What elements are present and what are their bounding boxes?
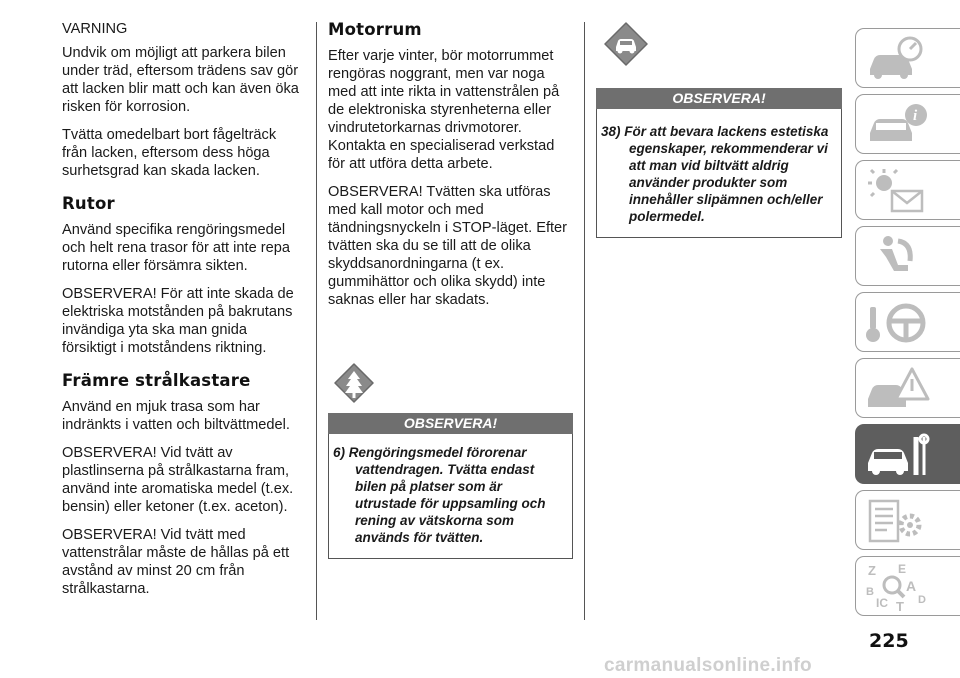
warning-paragraph-trees: Undvik om möjligt att parkera bilen under träd, eftersom trädens sav gör att lacken blir matt och kan även öka risken för korrosion.	[62, 45, 299, 115]
paragraph-motorrum: Efter varje vinter, bör motorrummet rengöras noggrant, men var noga med att inte rikta in vattenstrålen på de elektroniska styrenheterna eller vindrutetorkarnas drivmotorer. Kontakta en specialiserad verkstad för att utföra detta arbete.	[328, 48, 560, 172]
column-divider-1	[316, 22, 317, 620]
column-divider-2	[584, 22, 585, 620]
paragraph-motorrum-note: OBSERVERA! Tvätten ska utföras med kall motor och med tändningsnyckeln i STOP-läget. Efter tvätten ska du se till att de olika skyddsanordningarna (t ex. gummihättor och olika skydd) inte saknas eller har skadats.	[328, 184, 568, 308]
note-text-38: För att bevara lackens estetiska egenskaper, rekommenderar vi att man vid biltvätt aldrig använder produkter som innehåller slipämnen och/eller polermedel.	[624, 124, 829, 224]
svg-text:D: D	[918, 594, 926, 606]
observera-note-right	[596, 109, 842, 238]
car-info-icon	[862, 99, 932, 151]
column-right	[596, 20, 842, 238]
airbag-seat-icon	[862, 231, 932, 283]
tab-start-drive[interactable]	[855, 292, 960, 352]
heading-stralkastare: Främre strålkastare	[62, 371, 251, 390]
paragraph-stralkastare: Använd en mjuk trasa som har indränkts i vatten och biltvättmedel.	[62, 399, 290, 433]
key-steering-wheel-icon	[862, 297, 932, 349]
observera-bar-right: OBSERVERA!	[596, 88, 842, 109]
tab-index[interactable]	[855, 556, 960, 616]
tab-lights[interactable]	[855, 160, 960, 220]
lights-envelope-icon	[862, 165, 932, 217]
heading-motorrum: Motorrum	[328, 20, 422, 39]
note-text-6: Rengöringsmedel förorenar vattendragen. Tvätta endast bilen på platser som är utrustade för uppsamling och rening av vätskorna som används för tvätten.	[348, 445, 546, 545]
svg-text:IC: IC	[876, 596, 888, 610]
paragraph-rutor-note: OBSERVERA! För att inte skada de elektriska motstånden på bakrutans invändiga yta ska man gnida försiktigt i motståndens riktning.	[62, 286, 294, 356]
watermark: carmanualsonline.info	[604, 655, 812, 676]
svg-text:Z: Z	[868, 563, 876, 578]
tab-maintenance[interactable]	[855, 424, 960, 484]
warning-paragraph-birds: Tvätta omedelbart bort fågelträck från lacken, eftersom dess höga surhetsgrad kan skada lacken.	[62, 127, 277, 179]
column-left	[62, 20, 302, 608]
column-middle	[328, 20, 573, 559]
paragraph-stralkastare-note1: OBSERVERA! Vid tvätt av plastlinserna på strålkastarna fram, använd inte aromatiska medel (t.ex. bensin) eller ketoner (t.ex. aceton).	[62, 445, 294, 515]
svg-text:E: E	[898, 562, 907, 576]
paragraph-stralkastare-note2: OBSERVERA! Vid tvätt med vattenstrålar måste de hållas på ett avstånd av minst 20 cm från strålkastarna.	[62, 527, 290, 597]
svg-text:B: B	[866, 586, 874, 598]
observera-note-middle	[328, 434, 573, 559]
page-number: 225	[869, 630, 909, 652]
tab-safety[interactable]	[855, 226, 960, 286]
note-number-38: 38)	[601, 124, 621, 139]
tab-technical-data[interactable]	[855, 490, 960, 550]
svg-text:i: i	[913, 108, 918, 124]
car-skid-warning-icon	[602, 20, 650, 68]
warning-label: VARNING	[62, 21, 128, 37]
svg-text:A: A	[906, 578, 917, 594]
heading-rutor: Rutor	[62, 194, 115, 213]
alphabet-index-icon	[862, 561, 932, 613]
tab-info[interactable]	[855, 94, 960, 154]
observera-bar-middle: OBSERVERA!	[328, 413, 573, 434]
environment-tree-icon	[332, 361, 376, 405]
tab-dashboard[interactable]	[855, 28, 960, 88]
tab-emergency[interactable]	[855, 358, 960, 418]
car-dashboard-icon	[862, 33, 932, 85]
paragraph-rutor: Använd specifika rengöringsmedel och helt rena trasor för att inte repa rutorna eller försämra sikten.	[62, 222, 290, 274]
svg-text:T: T	[896, 599, 904, 613]
note-number-6: 6)	[333, 445, 346, 460]
specs-gear-icon	[862, 495, 932, 547]
car-wrench-icon	[862, 429, 932, 481]
car-warning-icon	[862, 363, 932, 415]
